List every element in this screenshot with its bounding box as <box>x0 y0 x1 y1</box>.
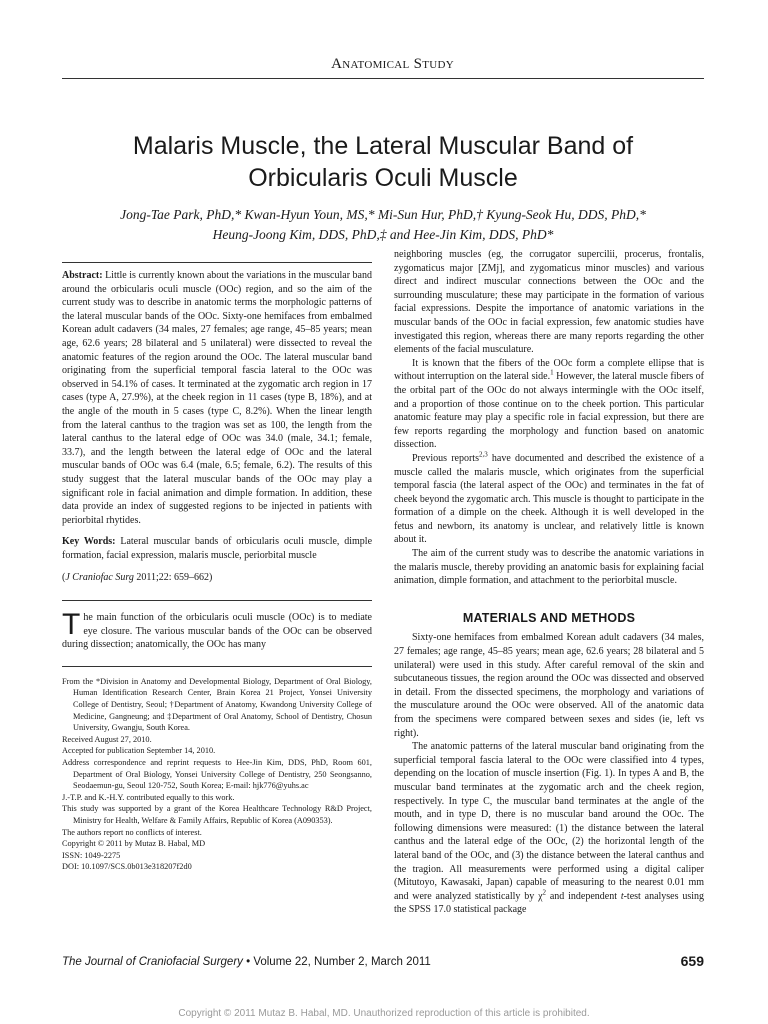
paragraph-6-part-a: The anatomic patterns of the lateral muscular band originating from the superficial temporal fascia lateral to the OOc were classified into 4 types, depending on the location of muscle insertion (Fig. 1). In types A and B, the muscular band terminates at the zygomatic arch and the cheek region, respectively. In type C, the muscular band terminates at the angle of the mouth, and in type D, there is no muscular band around the OOc. The following dimensions were measured: (1) the distance between the lateral canthus and the lateral edge of the OOc, (2) the horizontal length of the lateral band of the OOc, and (3) the distance between the lateral canthus and the tragion. All measurements were performed using a digital caliper (Mitutoyo, Kawasaki, Japan) capable of measuring to the nearest 0.01 mm and were analyzed statistically by χ <box>394 741 704 902</box>
section-label: Anatomical Study <box>331 56 454 72</box>
contribution-note: J.-T.P. and K.-H.Y. contributed equally to this work. <box>62 792 235 802</box>
paragraph-4: The aim of the current study was to describe the anatomic variations in the malaris muscle, thereby providing an anatomic basis for explaining facial animation, dimple formation, and attachment to the periorbital muscle. <box>394 548 704 587</box>
affiliation-note: From the *Division in Anatomy and Developmental Biology, Department of Oral Biology, Human Identification Research Center, Brain Korea 21 Project, Yonsei University College of Dentistry, Seoul; †Department of Anatomy, Kwandong University College of Medicine, Gangneung; and ‡Department of Oral Anatomy, School of Dentistry, Chosun University, Gwangju, South Korea. <box>62 676 372 733</box>
abstract-text: Little is currently known about the variations in the muscular band around the orbicularis oculi muscle (OOc) region, and so the aim of the current study was to describe in anatomic terms the morphologic patterns of the lateral muscular bands of the OOc. Sixty-one hemifaces from embalmed Korean adult cadavers (34 males, 27 females; age range, 45–85 years; mean age, 62.6 years; 28 bilateral and 5 unilateral) were dissected to reveal the anatomic features of the region around the OOc. The lateral muscular band originating from the superficial temporal fascia lateral to the OOc was observed in 54.1% of cases. It terminated at the zygomatic arch region in 17 cases (type A, 27.9%), at the cheek region in 11 cases (type B, 18%), and at the angle of the mouth in 5 cases (type C, 8.2%). When the linear length from the lateral canthus to the tragion was set as 100, the length from the lateral canthus to the lateral edge of OOc was 34.0 (male, 34.1; female, 33.7), and the length between the lateral edge of OOc and the lateral muscular bands of OOc was 6.4 (male, 6.5; female, 6.2). The results of this study suggest that the lateral muscular bands of the OOc may play a significant role in facial animation and dimple formation. In addition, these data provide an index of suggested regions to be injected in patients with periorbital rhytides. <box>62 270 372 526</box>
affiliations <box>62 676 372 873</box>
paragraph-3-part-b: have documented and described the existence of a muscle called the malaris muscle, which originates from the superficial temporal fascia (the lateral aspect of the OOc) and terminates in the fat of cheek beyond the zygomatic arch. This muscle is thought to participate in the formation of a dimple on the cheek. Although it is well developed in the fetus and newborn, its anatomy is unclear, and relatively little is known about it. <box>394 452 704 546</box>
paragraph-3-part-a: Previous reports <box>412 452 479 464</box>
keywords <box>62 535 372 562</box>
paragraph-2 <box>394 357 704 452</box>
journal-issue: • Volume 22, Number 2, March 2011 <box>242 956 431 968</box>
abstract-bottom-rule <box>62 600 372 601</box>
authors-line-1: Jong-Tae Park, PhD,* Kwan-Hyun Youn, MS,* Mi-Sun Hur, PhD,† Kyung-Seok Hu, DDS, PhD,* <box>120 207 646 222</box>
keywords-text: Lateral muscular bands of orbicularis oculi muscle, dimple formation, facial expression, malaris muscle, periorbital muscle <box>62 536 373 561</box>
issn: ISSN: 1049-2275 <box>62 850 121 860</box>
drop-cap: T <box>62 608 81 642</box>
funding-note: This study was supported by a grant of the Korea Healthcare Technology R&D Project, Ministry for Health, Welfare & Family Affairs, Republic of Korea (A090353). <box>62 804 372 825</box>
doi: DOI: 10.1097/SCS.0b013e318207f2d0 <box>62 862 192 872</box>
section-heading-methods: MATERIALS AND METHODS <box>462 610 636 625</box>
paragraph-6-part-b: and independent <box>546 890 621 902</box>
journal-name: The Journal of Craniofacial Surgery <box>62 956 243 968</box>
right-column <box>394 248 704 917</box>
citation: (J Craniofac Surg 2011;22: 659–662) <box>62 572 213 584</box>
abstract <box>62 269 372 527</box>
keywords-label: Key Words: <box>62 536 116 548</box>
reference-superscript: 1 <box>550 369 554 378</box>
paragraph-5: Sixty-one hemifaces from embalmed Korean adult cadavers (34 males, 27 females; age range, 45–85 years; mean age, 62.6 years; 28 bilateral and 5 unilateral) were used in this study. After careful removal of the skin and subcutaneous tissues, the region around the OOc was dissected and observed in detail. From the dissected specimens, the morphology and variations of the musculature around the OOc were observed. All of the anatomic data from the specimens were compared between sexes and sides (ie, left vs right). <box>394 632 704 739</box>
page-number: 659 <box>680 953 704 969</box>
title-line-1: Malaris Muscle, the Lateral Muscular Band of <box>132 132 634 160</box>
article-title <box>62 130 704 194</box>
t-test-italic: t <box>620 890 624 902</box>
intro-paragraph <box>62 608 372 652</box>
chi-square-superscript: 2 <box>542 888 547 897</box>
abstract-label: Abstract: <box>62 270 103 281</box>
paragraph-2-part-a: It is known that the fibers of the OOc form a complete ellipse that is without interruption on the lateral side. <box>394 357 704 383</box>
header-rule <box>62 78 704 79</box>
citation-journal: J Craniofac Surg <box>65 572 134 584</box>
copyright-footer: Copyright © 2011 Mutaz B. Habal, MD. Unauthorized reproduction of this article is prohibited. <box>178 1008 590 1019</box>
received-date: Received August 27, 2010. <box>62 734 152 744</box>
left-column <box>62 262 372 873</box>
affiliations-rule <box>62 666 372 667</box>
footer-journal <box>62 956 431 968</box>
paragraph-6 <box>394 740 704 917</box>
reference-superscript: 2,3 <box>478 450 488 459</box>
intro-text: he main function of the orbicularis oculi muscle (OOc) is to mediate eye closure. The various muscular bands of the OOc can be observed during dissection; anatomically, the OOc has many <box>62 612 372 651</box>
authors-line-2: Heung-Joong Kim, DDS, PhD,‡ and Hee-Jin Kim, DDS, PhD* <box>212 227 554 242</box>
title-line-2: Orbicularis Oculi Muscle <box>248 164 518 192</box>
paragraph-6-part-c: -test analyses using the SPSS 17.0 statistical package <box>394 890 705 916</box>
paragraph-1: neighboring muscles (eg, the corrugator supercilii, procerus, frontalis, zygomaticus major [ZMj], and zygomaticus minor muscles) and various direct and indirect muscular connections between the OOc and the surrounding musculature; these may participate in the formation of various facial expressions. Despite the importance of anatomic variations in the muscular bands of the OOc in facial expression, few anatomic studies have investigated this region, whereas there are many reports regarding the other elements of the facial musculature. <box>394 249 704 356</box>
paragraph-2-part-b: However, the lateral muscle fibers of the orbital part of the OOc do not always intermingle with the OOc itself, and a proportion of those continue on to the cheek portion. This particular anatomic feature may play a specific role in facial expression, but there are few reports regarding the morphology and function based on anatomic dissection. <box>394 371 705 451</box>
correspondence-note: Address correspondence and reprint requests to Hee-Jin Kim, DDS, PhD, Room 601, Department of Oral Biology, Yonsei University College of Dentistry, 250 Seongsanno, Seodaemun-gu, Seoul 120-752, South Korea; E-mail: hjk776@yuhs.ac <box>62 758 372 791</box>
author-list <box>62 205 704 245</box>
citation-details: 2011;22: 659–662) <box>133 572 213 584</box>
conflict-note: The authors report no conflicts of interest. <box>62 827 202 837</box>
paragraph-3 <box>394 452 704 547</box>
accepted-date: Accepted for publication September 14, 2010. <box>62 746 216 756</box>
copyright-note: Copyright © 2011 by Mutaz B. Habal, MD <box>62 839 206 849</box>
abstract-box <box>62 263 372 600</box>
